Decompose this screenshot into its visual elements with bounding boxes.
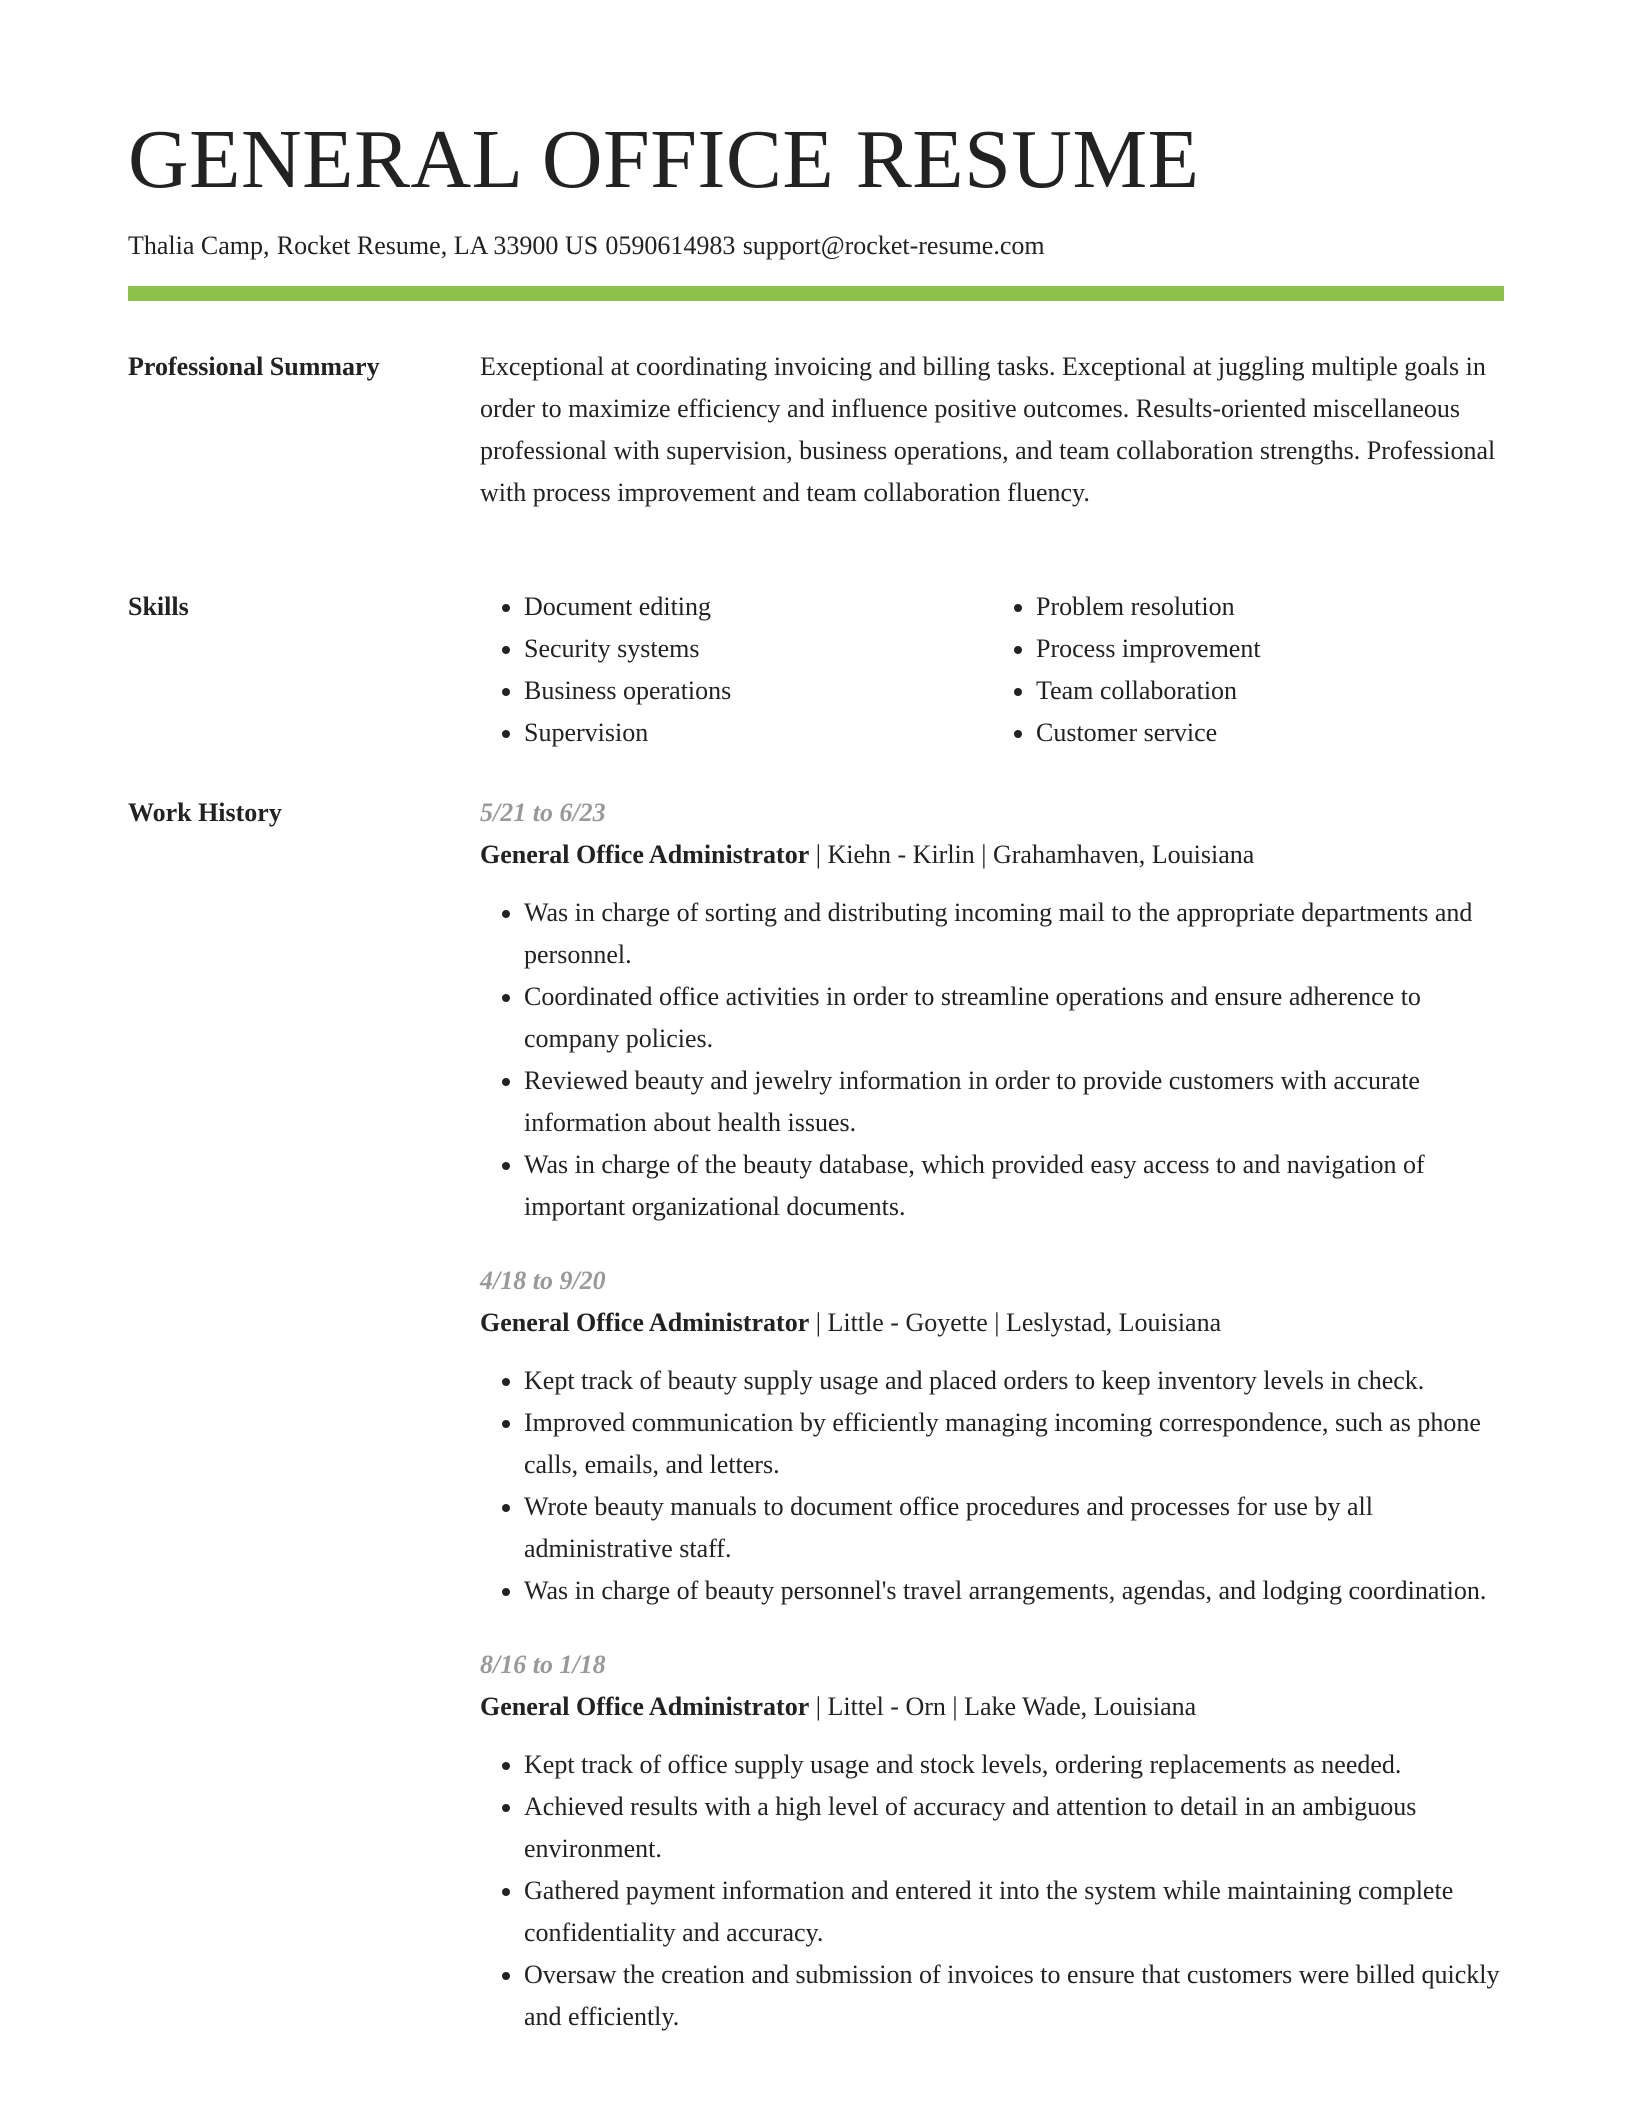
- job-entry: [480, 792, 1504, 1228]
- contact-line: [128, 230, 1504, 261]
- accent-divider: [128, 286, 1504, 301]
- job-title: General Office Administrator: [480, 840, 810, 869]
- job-bullet-list: [480, 1744, 1504, 2038]
- skill-item: • Team collaboration: [1036, 670, 1504, 712]
- job-bullet-list: [480, 1360, 1504, 1612]
- summary-text: Exceptional at coordinating invoicing and billing tasks. Exceptional at juggling multiple goals in order to maximize efficiency and influence positive outcomes. Results-oriented miscellaneous professional with supervision, business operations, and team collaboration strengths. Professional with process improvement and team collaboration fluency.: [480, 352, 1496, 507]
- job-details: | Kiehn - Kirlin | Grahamhaven, Louisiana: [815, 840, 1255, 869]
- job-details: | Little - Goyette | Leslystad, Louisiana: [815, 1308, 1222, 1337]
- job-dates: 4/18 to 9/20: [480, 1266, 606, 1295]
- skills-list-right: [992, 586, 1504, 754]
- skill-item: • Business operations: [524, 670, 992, 712]
- skill-item: • Process improvement: [1036, 628, 1504, 670]
- job-bullet: • Kept track of office supply usage and stock levels, ordering replacements as needed.: [524, 1744, 1504, 1786]
- job-dates: 5/21 to 6/23: [480, 798, 606, 827]
- contact-name: Thalia Camp,: [128, 231, 270, 260]
- summary-body: [480, 346, 1504, 514]
- work-history-heading: Work History: [128, 798, 282, 827]
- job-entry: [480, 1644, 1504, 2038]
- skills-heading: Skills: [128, 592, 189, 621]
- job-entry: [480, 1260, 1504, 1612]
- skill-item: • Customer service: [1036, 712, 1504, 754]
- job-dates: 8/16 to 1/18: [480, 1650, 606, 1679]
- job-heading: [480, 834, 1504, 876]
- job-title: General Office Administrator: [480, 1692, 810, 1721]
- resume-header: [128, 113, 1504, 261]
- job-bullet: • Was in charge of sorting and distributing incoming mail to the appropriate departments and personnel.: [524, 892, 1504, 976]
- skill-item: • Problem resolution: [1036, 586, 1504, 628]
- contact-address: Rocket Resume, LA 33900 US: [276, 231, 599, 260]
- job-bullet: • Improved communication by efficiently managing incoming correspondence, such as phone calls, emails, and letters.: [524, 1402, 1504, 1486]
- job-bullet: • Oversaw the creation and submission of invoices to ensure that customers were billed quickly and efficiently.: [524, 1954, 1504, 2038]
- page-title: GENERAL OFFICE RESUME: [128, 113, 1200, 206]
- job-heading: [480, 1686, 1504, 1728]
- job-bullet: • Coordinated office activities in order to streamline operations and ensure adherence to company policies.: [524, 976, 1504, 1060]
- skills-body: [480, 586, 1504, 754]
- skills-grid: [480, 586, 1504, 754]
- summary-heading: Professional Summary: [128, 352, 380, 381]
- job-title: General Office Administrator: [480, 1308, 810, 1337]
- job-bullet: • Was in charge of beauty personnel's travel arrangements, agendas, and lodging coordination.: [524, 1570, 1504, 1612]
- job-bullet: • Reviewed beauty and jewelry information in order to provide customers with accurate information about health issues.: [524, 1060, 1504, 1144]
- contact-phone: 0590614983: [605, 231, 736, 260]
- job-bullet: • Wrote beauty manuals to document office procedures and processes for use by all administrative staff.: [524, 1486, 1504, 1570]
- job-bullet: • Kept track of beauty supply usage and placed orders to keep inventory levels in check.: [524, 1360, 1504, 1402]
- job-bullet: • Was in charge of the beauty database, which provided easy access to and navigation of important organizational documents.: [524, 1144, 1504, 1228]
- skill-item: • Document editing: [524, 586, 992, 628]
- skill-item: • Security systems: [524, 628, 992, 670]
- job-bullet: • Gathered payment information and entered it into the system while maintaining complete confidentiality and accuracy.: [524, 1870, 1504, 1954]
- work-history-body: [480, 792, 1504, 2070]
- job-heading: [480, 1302, 1504, 1344]
- contact-email: support@rocket-resume.com: [742, 231, 1045, 260]
- job-bullet: • Achieved results with a high level of accuracy and attention to detail in an ambiguous environment.: [524, 1786, 1504, 1870]
- job-bullet-list: [480, 892, 1504, 1228]
- skill-item: • Supervision: [524, 712, 992, 754]
- skills-list-left: [480, 586, 992, 754]
- job-details: | Littel - Orn | Lake Wade, Louisiana: [815, 1692, 1197, 1721]
